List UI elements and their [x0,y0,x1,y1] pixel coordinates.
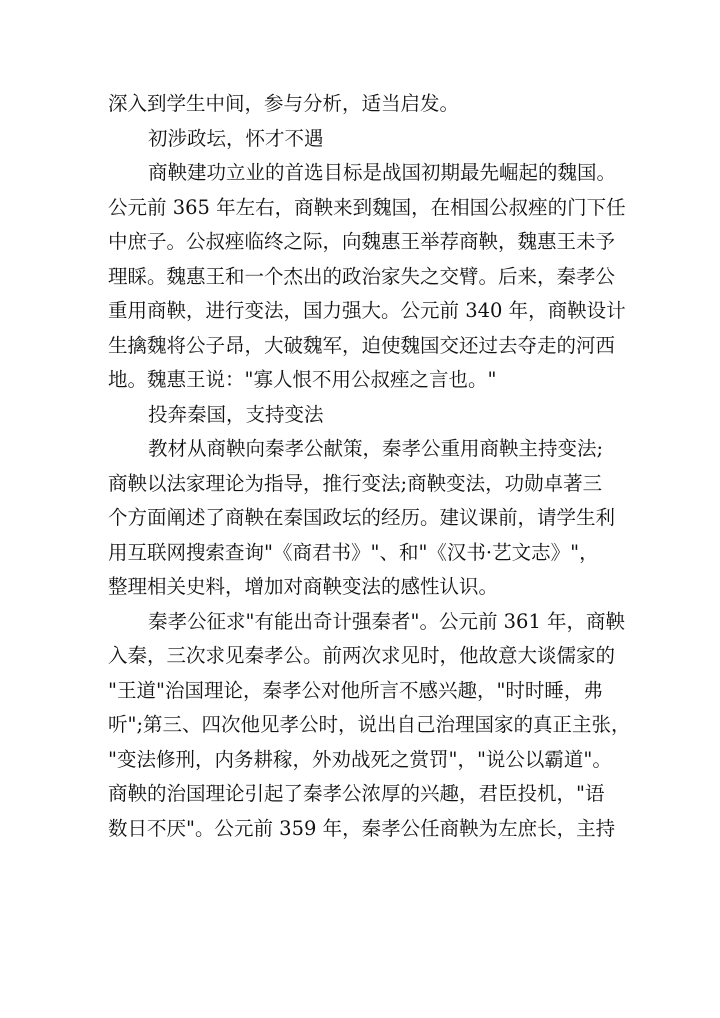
document-body [108,87,631,846]
text-line: 入秦，三次求见秦孝公。前两次求见时，他故意大谈儒家的 [108,644,616,667]
text-line: 个方面阐述了商鞅在秦国政坛的经历。建议课前，请学生利 [108,506,616,529]
text-line: 秦孝公征求"有能出奇计强秦者"。公元前 361 年，商鞅 [148,609,626,633]
text-line: 教材从商鞅向秦孝公献策，秦孝公重用商鞅主持变法; [148,437,604,460]
text-line: "变法修刑，内务耕稼，外劝战死之赏罚"，"说公以霸道"。 [108,747,612,771]
text-line: 中庶子。公叔痤临终之际，向魏惠王举荐商鞅，魏惠王未予 [108,230,616,253]
text-line: 商鞅的治国理论引起了秦孝公浓厚的兴趣，君臣投机，"语 [108,782,605,805]
text-line: 生擒魏将公子昂，大破魏军，迫使魏国交还过去夺走的河西 [108,333,616,357]
text-line: 用互联网搜索查询"《商君书》"、和"《汉书·艺文志》"， [108,540,599,564]
text-line: 深入到学生中间，参与分析，适当启发。 [108,92,460,115]
section-heading: 初涉政坛，怀才不遇 [148,126,324,150]
text-line: 重用商鞅，进行变法，国力强大。公元前 340 年，商鞅设计 [108,299,626,322]
text-line: 听";第三、四次他见孝公时，说出自己治理国家的真正主张， [108,713,631,736]
text-line: 地。魏惠王说："寡人恨不用公叔痤之言也。" [108,368,497,391]
text-line: 数日不厌"。公元前 359 年，秦孝公任商鞅为左庶长，主持 [108,816,616,840]
section-heading: 投奔秦国，支持变法 [148,402,324,426]
text-line: 公元前 365 年左右，商鞅来到魏国，在相国公叔痤的门下任 [108,195,626,219]
text-line: 商鞅以法家理论为指导，推行变法;商鞅变法，功勋卓著三 [108,471,603,495]
text-line: 整理相关史料，增加对商鞅变法的感性认识。 [108,575,499,598]
text-line: 商鞅建功立业的首选目标是战国初期最先崛起的魏国。 [148,161,617,184]
text-line: 理睬。魏惠王和一个杰出的政治家失之交臂。后来，秦孝公 [108,264,616,288]
text-line: "王道"治国理论，秦孝公对他所言不感兴趣，"时时睡，弗 [108,678,603,702]
